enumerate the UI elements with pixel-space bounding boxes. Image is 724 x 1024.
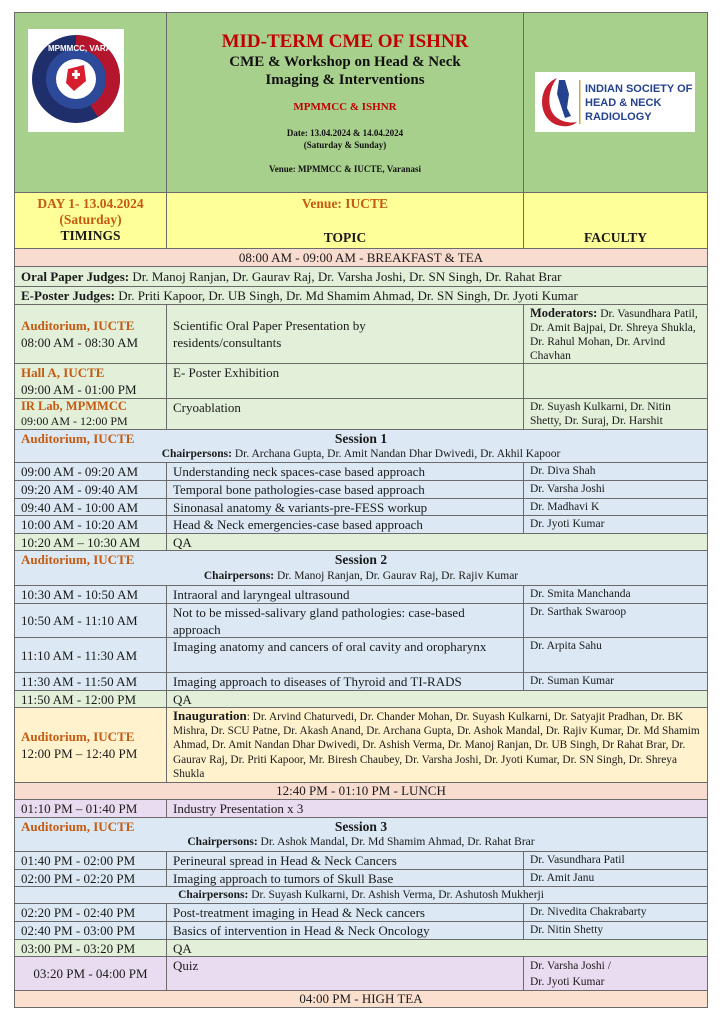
talk-time: 10:30 AM - 10:50 AM bbox=[21, 587, 139, 602]
qa-label: QA bbox=[173, 535, 192, 550]
talk-topic: Imaging anatomy and cancers of oral cavity and oropharynx bbox=[173, 639, 487, 654]
breakfast-row bbox=[14, 248, 708, 266]
col-topic: TOPIC bbox=[323, 230, 367, 245]
session3-header-cell bbox=[14, 818, 708, 851]
moderators-names: Dr. Vasundhara Patil, Dr. Amit Bajpai, Dr. Shreya Shukla, Dr. Rahul Mohan, Dr. Arvind Chavhan bbox=[530, 308, 698, 362]
timings-header bbox=[14, 193, 166, 248]
qa-time: 11:50 AM - 12:00 PM bbox=[21, 692, 137, 707]
talk-faculty-cell bbox=[523, 922, 708, 939]
talk-faculty: Dr. Madhavi K bbox=[530, 501, 600, 513]
eposter-judges-cell bbox=[14, 287, 708, 304]
talk-time-cell bbox=[14, 481, 166, 498]
talk-time-cell bbox=[14, 852, 166, 869]
quiz-faculty-cell bbox=[523, 957, 708, 990]
logo-text: MPMMCC, VARANASI bbox=[48, 44, 124, 53]
qa-time: 10:20 AM – 10:30 AM bbox=[21, 535, 141, 550]
eposter-faculty-cell bbox=[523, 364, 708, 398]
inauguration-names-cell bbox=[166, 708, 708, 782]
talk-topic: Head & Neck emergencies-case based approach bbox=[173, 517, 423, 532]
talk-row bbox=[14, 462, 708, 480]
session3-header-row bbox=[14, 817, 708, 851]
talk-time: 02:20 PM - 02:40 PM bbox=[21, 905, 136, 920]
talk-topic-cell bbox=[166, 604, 523, 637]
oral-judges-label: Oral Paper Judges: bbox=[21, 269, 130, 284]
eposter-judges-names: Dr. Priti Kapoor, Dr. UB Singh, Dr. Md Shamim Ahmad, Dr. SN Singh, Dr. Jyoti Kumar bbox=[115, 288, 578, 303]
cryo-faculty: Dr. Suyash Kulkarni, Dr. Nitin Shetty, Dr. Suraj, Dr. Harshit bbox=[530, 401, 671, 427]
eposter-row bbox=[14, 363, 708, 398]
talk-time-cell bbox=[14, 638, 166, 672]
talk-time: 09:00 AM - 09:20 AM bbox=[21, 464, 139, 479]
talk-topic: Sinonasal anatomy & variants-pre-FESS workup bbox=[173, 500, 428, 515]
quiz-topic-cell bbox=[166, 957, 523, 990]
eposter-judges-label: E-Poster Judges: bbox=[21, 288, 116, 303]
qa-row bbox=[14, 690, 708, 707]
session1-header-row bbox=[14, 429, 708, 462]
cryo-time: 09:00 AM - 12:00 PM bbox=[21, 414, 128, 428]
session2-venue: Auditorium, IUCTE bbox=[21, 552, 135, 567]
eposter-time: 09:00 AM - 01:00 PM bbox=[21, 382, 137, 397]
ishnr-line1: INDIAN SOCIETY OF bbox=[585, 83, 693, 95]
inauguration-venue: Auditorium, IUCTE bbox=[21, 729, 135, 744]
session3-venue: Auditorium, IUCTE bbox=[21, 819, 135, 834]
header-row bbox=[14, 12, 708, 192]
cryo-topic: Cryoablation bbox=[173, 400, 241, 415]
quiz-row bbox=[14, 956, 708, 990]
talk-time: 01:40 PM - 02:00 PM bbox=[21, 853, 136, 868]
talk-faculty: Dr. Nivedita Chakrabarty bbox=[530, 906, 647, 918]
eposter-judges-row bbox=[14, 286, 708, 304]
ishnr-logo bbox=[535, 72, 695, 132]
talk-row bbox=[14, 903, 708, 921]
moderators-label: Moderators: bbox=[530, 306, 598, 320]
talk-time: 11:30 AM - 11:50 AM bbox=[21, 674, 138, 689]
session3-chairs: Dr. Ashok Mandal, Dr. Md Shamim Ahmad, Dr. Rahat Brar bbox=[257, 836, 535, 848]
talk-topic: Imaging approach to diseases of Thyroid and TI-RADS bbox=[173, 674, 462, 689]
talk-topic: Perineural spread in Head & Neck Cancers bbox=[173, 853, 397, 868]
session3-chairs2: Dr. Suyash Kulkarni, Dr. Ashish Verma, Dr. Ashutosh Mukherji bbox=[248, 889, 544, 901]
talk-faculty-cell bbox=[523, 638, 708, 672]
session1-title: Session 1 bbox=[334, 431, 388, 446]
event-subtitle-line1: CME & Workshop on Head & Neck bbox=[229, 54, 461, 70]
topic-header bbox=[166, 193, 523, 248]
oral-judges-cell bbox=[14, 267, 708, 286]
talk-topic-cell bbox=[166, 586, 523, 603]
inauguration-when bbox=[14, 708, 166, 782]
talk-time: 10:50 AM - 11:10 AM bbox=[21, 613, 138, 628]
day-label: DAY 1- 13.04.2024 bbox=[37, 196, 144, 211]
talk-topic: Post-treatment imaging in Head & Neck cancers bbox=[173, 905, 425, 920]
talk-topic: Intraoral and laryngeal ultrasound bbox=[173, 587, 350, 602]
session3-chair2-label: Chairpersons: bbox=[178, 889, 249, 901]
cryoablation-row bbox=[14, 398, 708, 429]
session2-title: Session 2 bbox=[334, 552, 388, 567]
industry-row bbox=[14, 799, 708, 817]
qa-label: QA bbox=[173, 941, 192, 956]
talk-faculty: Dr. Arpita Sahu bbox=[530, 640, 602, 652]
talk-faculty-cell bbox=[523, 673, 708, 690]
session3-chair-label: Chairpersons: bbox=[187, 836, 258, 848]
inauguration-label: Inauguration bbox=[173, 708, 247, 723]
session1-chair-label: Chairpersons: bbox=[161, 448, 232, 460]
oral-paper-faculty-cell bbox=[523, 305, 708, 363]
talk-faculty: Dr. Varsha Joshi bbox=[530, 483, 605, 495]
lunch-cell bbox=[14, 783, 708, 799]
talk-row bbox=[14, 851, 708, 869]
qa-label: QA bbox=[173, 692, 192, 707]
talk-faculty: Dr. Sarthak Swaroop bbox=[530, 606, 627, 618]
talk-time-cell bbox=[14, 870, 166, 886]
talk-faculty: Dr. Diva Shah bbox=[530, 465, 596, 477]
session2-header-row bbox=[14, 550, 708, 585]
event-dates: Date: 13.04.2024 & 14.04.2024 bbox=[286, 128, 404, 138]
qa-row bbox=[14, 533, 708, 550]
qa-label-cell bbox=[166, 534, 708, 550]
talk-faculty: Dr. Amit Janu bbox=[530, 872, 595, 884]
event-title: MID-TERM CME OF ISHNR bbox=[221, 31, 469, 52]
talk-topic: Temporal bone pathologies-case based approach bbox=[173, 482, 425, 497]
talk-row bbox=[14, 921, 708, 939]
session1-header-cell bbox=[14, 430, 708, 462]
oral-paper-time: 08:00 AM - 08:30 AM bbox=[21, 335, 139, 350]
talk-time: 09:20 AM - 09:40 AM bbox=[21, 482, 139, 497]
session3-chair2-row bbox=[14, 886, 708, 903]
ishnr-line2: HEAD & NECK bbox=[585, 97, 662, 109]
quiz-faculty-line2: Dr. Jyoti Kumar bbox=[530, 976, 605, 988]
inauguration-names: : Dr. Arvind Chaturvedi, Dr. Chander Mohan, Dr. Suyash Kulkarni, Dr. Satyajit Pradhan, Dr. BK Mishra, Dr. SCU Patne, Dr. Akash Anand, Dr. Archana Gupta, Dr. Ashok Mandal, Dr. Rajiv Kumar, Dr. Md Shamim Ahmad, Dr. Amit Nandan Dhar Dwivedi, Dr. Ashish Verma, Dr. Manoj Ranjan, Dr. UB Singh, Dr Rahat Brar, Dr. Gaurav Raj, Dr. Priti Kapoor, Mr. Biresh Chaubey, Dr. Varsha Joshi, Dr. Jyoti Kumar, Dr. SN Singh, Dr. Shreya Shukla bbox=[173, 711, 700, 780]
talk-time-cell bbox=[14, 586, 166, 603]
high-tea-cell bbox=[14, 991, 708, 1007]
inauguration-time: 12:00 PM – 12:40 PM bbox=[21, 746, 138, 761]
faculty-header bbox=[523, 193, 708, 248]
talk-row bbox=[14, 672, 708, 690]
qa-row bbox=[14, 939, 708, 956]
talk-topic-cell bbox=[166, 852, 523, 869]
talk-row bbox=[14, 515, 708, 533]
industry-time: 01:10 PM – 01:40 PM bbox=[21, 801, 138, 816]
col-faculty: FACULTY bbox=[583, 230, 647, 245]
lunch-text: 12:40 PM - 01:10 PM - LUNCH bbox=[276, 783, 446, 798]
cryo-when bbox=[14, 399, 166, 429]
talk-faculty-cell bbox=[523, 481, 708, 498]
eposter-topic-cell bbox=[166, 364, 523, 398]
oral-judges-names: Dr. Manoj Ranjan, Dr. Gaurav Raj, Dr. Varsha Joshi, Dr. SN Singh, Dr. Rahat Brar bbox=[129, 269, 562, 284]
talk-row bbox=[14, 637, 708, 672]
talk-row bbox=[14, 585, 708, 603]
qa-time-cell bbox=[14, 534, 166, 550]
session3-title: Session 3 bbox=[334, 819, 388, 834]
lunch-row bbox=[14, 782, 708, 799]
ishnr-line3: RADIOLOGY bbox=[585, 111, 652, 123]
talk-time-cell bbox=[14, 604, 166, 637]
industry-topic: Industry Presentation x 3 bbox=[173, 801, 304, 816]
cryo-venue: IR Lab, MPMMCC bbox=[21, 399, 127, 413]
quiz-time: 03:20 PM - 04:00 PM bbox=[33, 966, 148, 981]
talk-faculty-cell bbox=[523, 852, 708, 869]
event-venue: Venue: MPMMCC & IUCTE, Varanasi bbox=[269, 164, 421, 174]
talk-time: 10:00 AM - 10:20 AM bbox=[21, 517, 139, 532]
header-title-cell bbox=[166, 13, 523, 192]
schedule-table bbox=[14, 12, 708, 1007]
talk-time-cell bbox=[14, 463, 166, 480]
talk-faculty-cell bbox=[523, 586, 708, 603]
quiz-topic: Quiz bbox=[173, 958, 199, 973]
talk-faculty-cell bbox=[523, 904, 708, 921]
qa-time-cell bbox=[14, 940, 166, 956]
oral-paper-topic-cell bbox=[166, 305, 523, 363]
cryo-faculty-cell bbox=[523, 399, 708, 429]
session2-chairs: Dr. Manoj Ranjan, Dr. Gaurav Raj, Dr. Rajiv Kumar bbox=[274, 570, 519, 582]
session1-venue: Auditorium, IUCTE bbox=[21, 431, 135, 446]
event-days: (Saturday & Sunday) bbox=[303, 140, 387, 150]
qa-label-cell bbox=[166, 940, 708, 956]
talk-faculty: Dr. Suman Kumar bbox=[530, 675, 615, 687]
high-tea-text: 04:00 PM - HIGH TEA bbox=[299, 991, 423, 1006]
talk-topic: Understanding neck spaces-case based approach bbox=[173, 464, 425, 479]
talk-time: 09:40 AM - 10:00 AM bbox=[21, 500, 139, 515]
header-right-logo-cell bbox=[523, 13, 708, 192]
talk-faculty-cell bbox=[523, 516, 708, 533]
cryo-topic-cell bbox=[166, 399, 523, 429]
oral-judges-row bbox=[14, 266, 708, 286]
session2-header-cell bbox=[14, 551, 708, 585]
talk-topic-cell bbox=[166, 870, 523, 886]
breakfast-cell bbox=[14, 249, 708, 266]
talk-topic-cell bbox=[166, 638, 523, 672]
talk-topic: Basics of intervention in Head & Neck Oncology bbox=[173, 923, 430, 938]
talk-faculty: Dr. Jyoti Kumar bbox=[530, 518, 605, 530]
talk-faculty-cell bbox=[523, 499, 708, 516]
talk-topic-cell bbox=[166, 499, 523, 516]
eposter-venue: Hall A, IUCTE bbox=[21, 365, 105, 380]
industry-topic-cell bbox=[166, 800, 708, 817]
talk-faculty: Dr. Vasundhara Patil bbox=[530, 854, 625, 866]
table-bottom-border bbox=[14, 1007, 708, 1008]
talk-faculty: Dr. Nitin Shetty bbox=[530, 924, 604, 936]
day-venue: Venue: IUCTE bbox=[301, 196, 389, 211]
talk-topic-cell bbox=[166, 481, 523, 498]
talk-time: 02:00 PM - 02:20 PM bbox=[21, 871, 136, 886]
breakfast-text: 08:00 AM - 09:00 AM - BREAKFAST & TEA bbox=[238, 250, 484, 265]
talk-faculty-cell bbox=[523, 463, 708, 480]
talk-faculty-cell bbox=[523, 604, 708, 637]
mpmmcc-logo bbox=[28, 29, 124, 132]
talk-time: 11:10 AM - 11:30 AM bbox=[21, 647, 138, 663]
weekday-label: (Saturday) bbox=[59, 212, 122, 227]
talk-row bbox=[14, 869, 708, 886]
high-tea-row bbox=[14, 990, 708, 1007]
eposter-topic: E- Poster Exhibition bbox=[173, 365, 280, 380]
event-subtitle-line2: Imaging & Interventions bbox=[265, 72, 425, 88]
inauguration-row bbox=[14, 707, 708, 782]
header-left-logo-cell bbox=[14, 13, 166, 192]
col-timings: TIMINGS bbox=[60, 228, 121, 243]
session1-chairs: Dr. Archana Gupta, Dr. Amit Nandan Dhar Dwivedi, Dr. Akhil Kapoor bbox=[231, 448, 561, 460]
talk-faculty-cell bbox=[523, 870, 708, 886]
industry-when bbox=[14, 800, 166, 817]
session3-chair2-cell bbox=[14, 887, 708, 903]
qa-time: 03:00 PM - 03:20 PM bbox=[21, 941, 136, 956]
talk-topic-cell bbox=[166, 904, 523, 921]
talk-topic-cell bbox=[166, 673, 523, 690]
talk-topic-cell bbox=[166, 922, 523, 939]
talk-time-cell bbox=[14, 904, 166, 921]
talk-time-cell bbox=[14, 499, 166, 516]
day-header-row bbox=[14, 192, 708, 248]
talk-time-cell bbox=[14, 673, 166, 690]
talk-topic-cell bbox=[166, 463, 523, 480]
talk-row bbox=[14, 480, 708, 498]
eposter-when bbox=[14, 364, 166, 398]
quiz-faculty-line1: Dr. Varsha Joshi / bbox=[530, 960, 611, 972]
oral-paper-venue: Auditorium, IUCTE bbox=[21, 318, 135, 333]
organizers: MPMMCC & ISHNR bbox=[293, 101, 397, 113]
talk-time: 02:40 PM - 03:00 PM bbox=[21, 923, 136, 938]
talk-topic-cell bbox=[166, 516, 523, 533]
oral-paper-topic: Scientific Oral Paper Presentation by residents/consultants bbox=[173, 318, 366, 350]
talk-row bbox=[14, 603, 708, 637]
talk-time-cell bbox=[14, 516, 166, 533]
oral-paper-when bbox=[14, 305, 166, 363]
talk-topic: Imaging approach to tumors of Skull Base bbox=[173, 871, 394, 886]
quiz-when bbox=[14, 957, 166, 990]
qa-time-cell bbox=[14, 691, 166, 707]
talk-faculty: Dr. Smita Manchanda bbox=[530, 588, 631, 600]
talk-topic: Not to be missed-salivary gland pathologies: case-based approach bbox=[173, 605, 465, 637]
talk-row bbox=[14, 498, 708, 516]
qa-label-cell bbox=[166, 691, 708, 707]
talk-time-cell bbox=[14, 922, 166, 939]
oral-paper-row bbox=[14, 304, 708, 363]
session2-chair-label: Chairpersons: bbox=[203, 570, 275, 582]
